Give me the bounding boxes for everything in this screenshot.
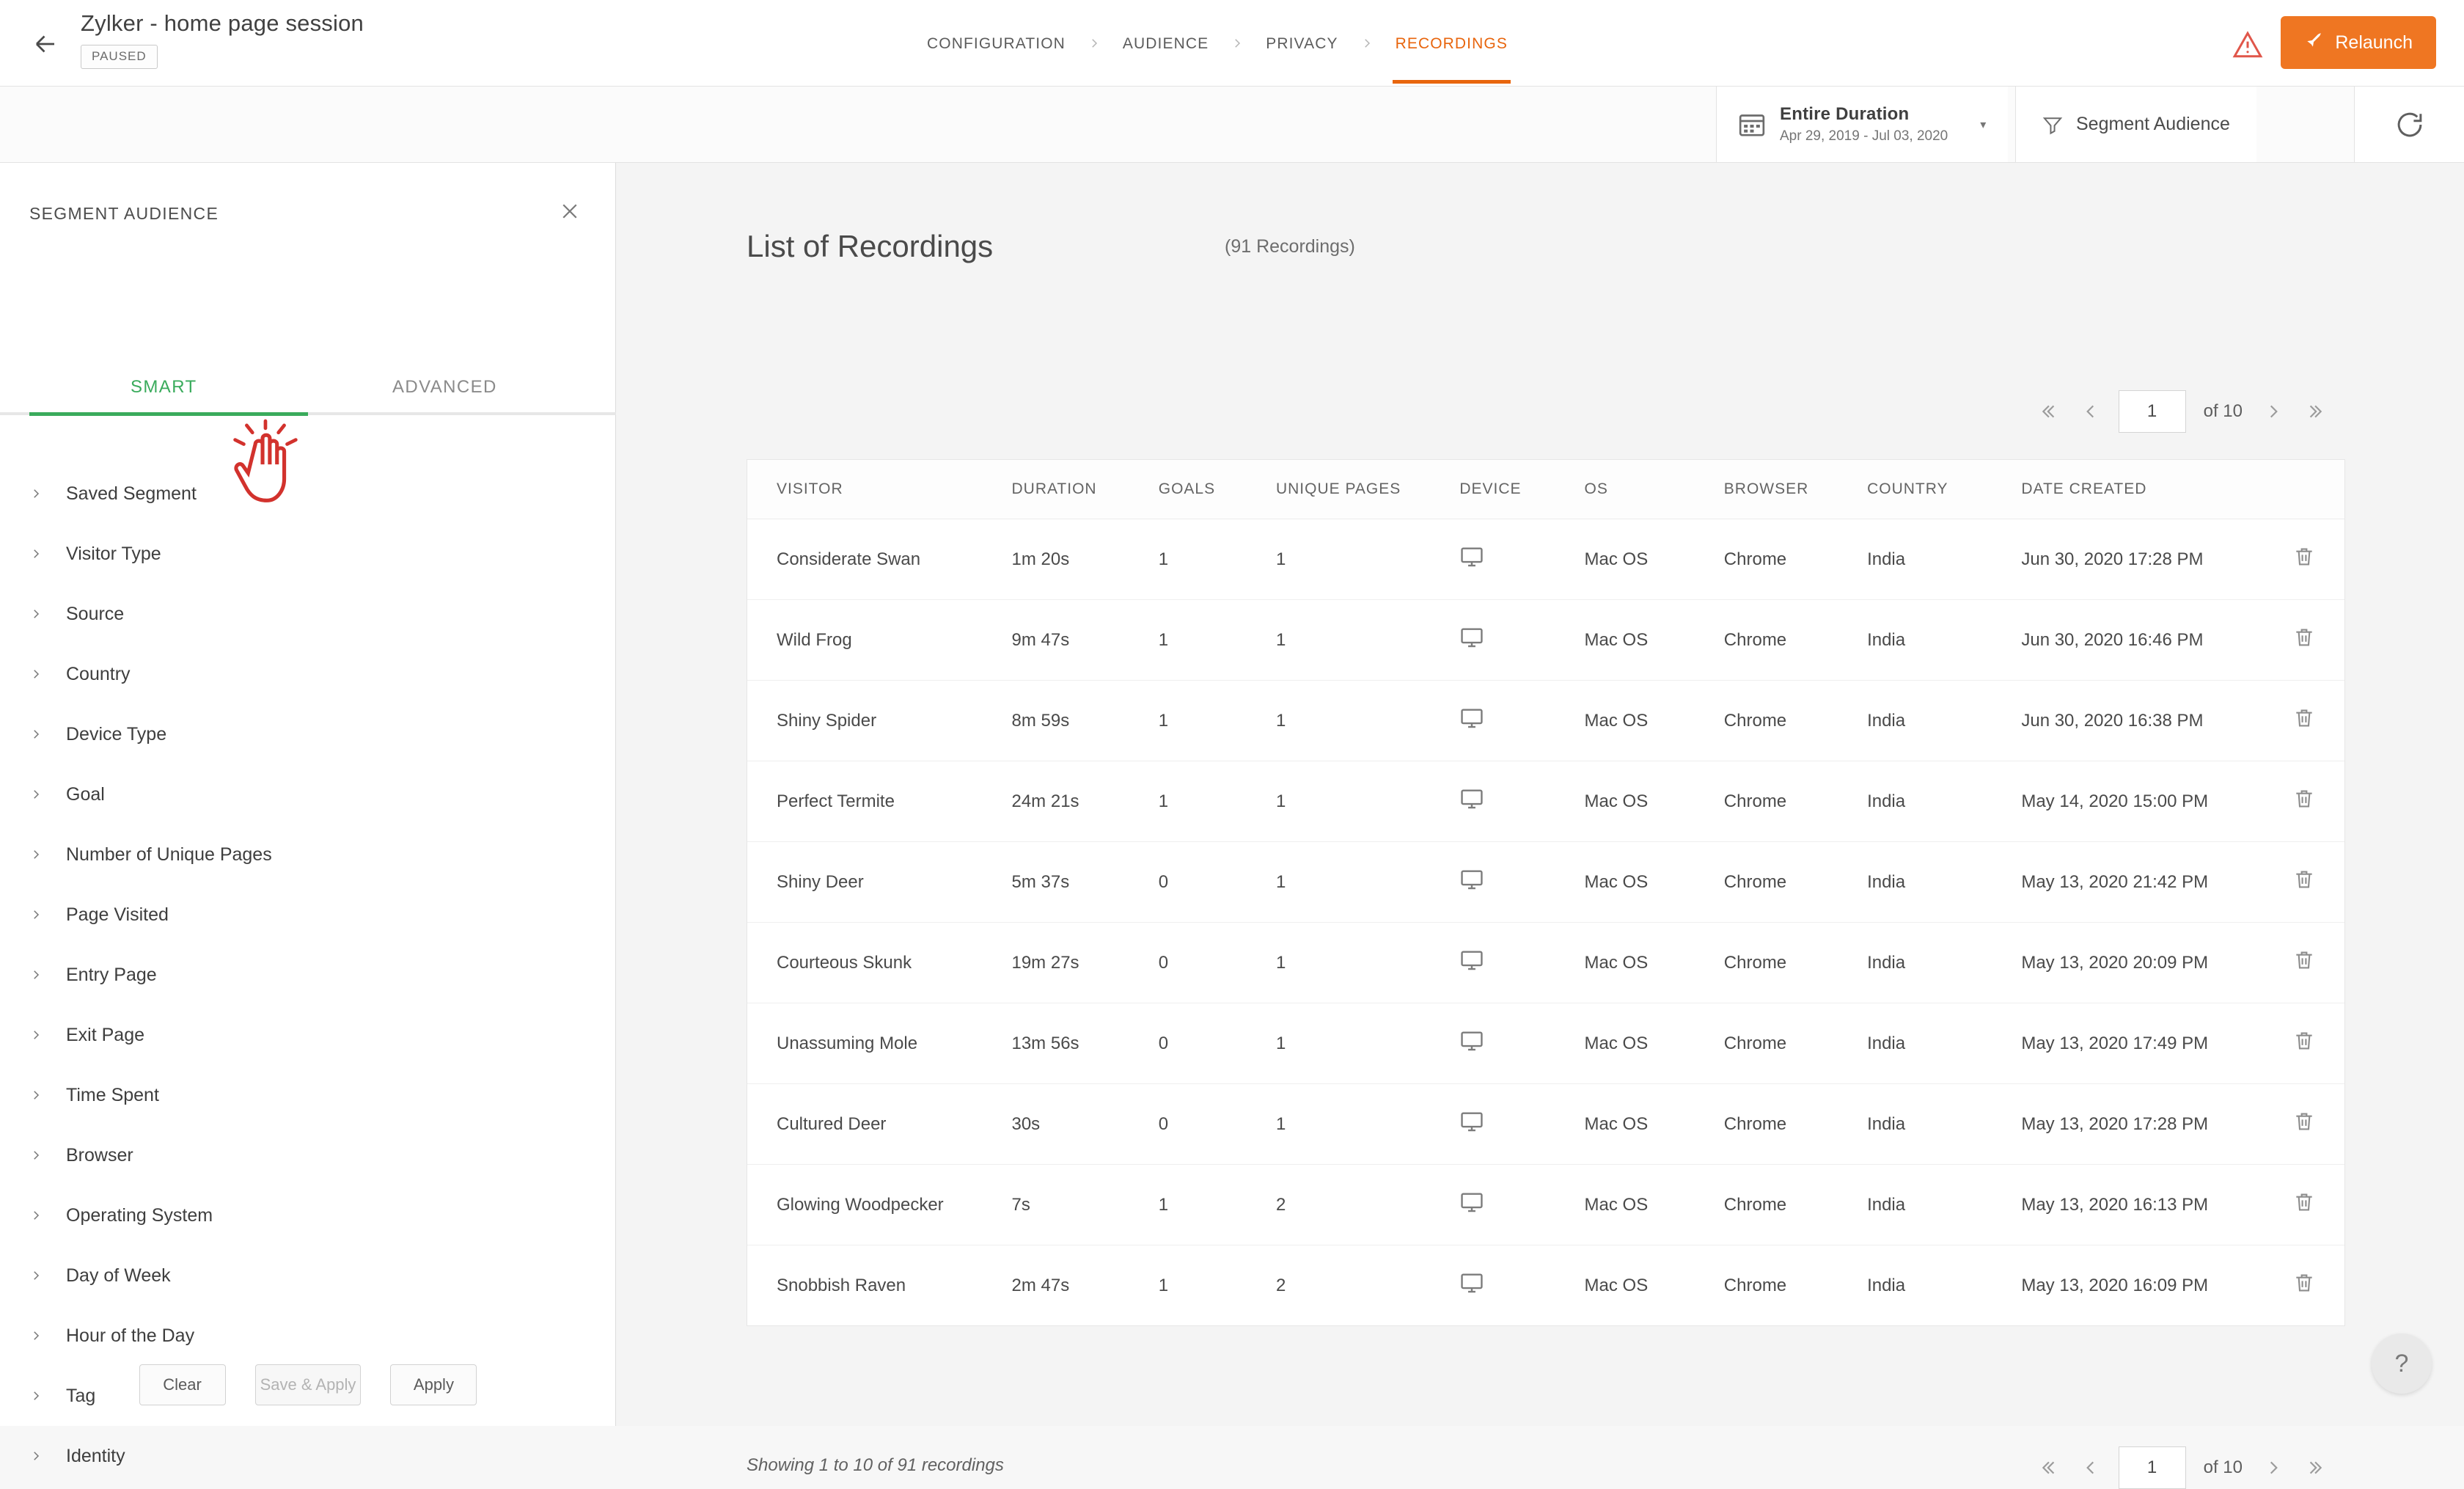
cell-goals: 1 [1159, 1165, 1276, 1245]
cell-duration: 19m 27s [1011, 923, 1158, 1003]
page-number-input[interactable] [2119, 1446, 2186, 1489]
cell-goals: 1 [1159, 600, 1276, 681]
cell-unique-pages: 1 [1276, 1084, 1459, 1165]
cell-country: India [1867, 1245, 2021, 1326]
cell-visitor[interactable]: Considerate Swan [747, 519, 1011, 600]
filter-label: Saved Segment [66, 483, 197, 504]
table-row[interactable] [747, 761, 2344, 842]
filter-item-page-visited[interactable] [0, 885, 616, 945]
chevron-right-icon [1076, 0, 1112, 87]
table-row[interactable] [747, 1084, 2344, 1165]
filter-item-source[interactable] [0, 584, 616, 644]
cell-date-created: May 13, 2020 17:28 PM [2021, 1084, 2263, 1165]
filter-label: Hour of the Day [66, 1325, 195, 1346]
step-privacy[interactable]: PRIVACY [1266, 35, 1338, 52]
filter-item-visitor-type[interactable] [0, 524, 616, 584]
cell-goals: 0 [1159, 1084, 1276, 1165]
column-header-browser[interactable]: BROWSER [1724, 460, 1867, 519]
desktop-icon [1459, 1165, 1584, 1245]
cell-unique-pages: 1 [1276, 842, 1459, 923]
filter-item-exit-page[interactable] [0, 1005, 616, 1065]
cell-date-created: Jun 30, 2020 16:46 PM [2021, 600, 2263, 681]
chevron-right-icon [29, 1269, 59, 1282]
filter-item-identity[interactable] [0, 1426, 616, 1486]
page-number-input[interactable] [2119, 390, 2186, 433]
cell-country: India [1867, 761, 2021, 842]
chevron-right-icon [29, 547, 59, 560]
recordings-main [616, 163, 2464, 1477]
cell-browser: Chrome [1724, 923, 1867, 1003]
delete-recording-button[interactable] [2264, 1084, 2344, 1165]
cell-browser: Chrome [1724, 600, 1867, 681]
segment-audience-label: Segment Audience [2076, 114, 2230, 134]
cell-country: India [1867, 842, 2021, 923]
desktop-icon [1459, 1245, 1584, 1326]
cell-country: India [1867, 600, 2021, 681]
cell-visitor[interactable]: Shiny Spider [747, 681, 1011, 761]
column-header-duration[interactable]: DURATION [1011, 460, 1158, 519]
cell-unique-pages: 1 [1276, 600, 1459, 681]
cell-os: Mac OS [1585, 1003, 1724, 1084]
cell-date-created: Jun 30, 2020 16:38 PM [2021, 681, 2263, 761]
page-total-label: of 10 [2203, 1457, 2243, 1477]
panel-title: SEGMENT AUDIENCE [29, 204, 219, 223]
cell-duration: 13m 56s [1011, 1003, 1158, 1084]
relaunch-button[interactable] [2281, 16, 2436, 69]
help-button[interactable]: ? [2372, 1333, 2432, 1394]
delete-recording-button[interactable] [2264, 1003, 2344, 1084]
duration-range: Apr 29, 2019 - Jul 03, 2020 [1780, 128, 1948, 144]
cell-duration: 7s [1011, 1165, 1158, 1245]
delete-recording-button[interactable] [2264, 842, 2344, 923]
column-header-os[interactable]: OS [1585, 460, 1724, 519]
filter-item-device-type[interactable] [0, 704, 616, 764]
delete-recording-button[interactable] [2264, 923, 2344, 1003]
cell-unique-pages: 1 [1276, 681, 1459, 761]
cell-browser: Chrome [1724, 842, 1867, 923]
step-recordings[interactable]: RECORDINGS [1385, 3, 1518, 84]
cell-unique-pages: 2 [1276, 1245, 1459, 1326]
filter-item-entry-page[interactable] [0, 945, 616, 1005]
filter-item-time-spent[interactable] [0, 1065, 616, 1125]
cell-unique-pages: 1 [1276, 1003, 1459, 1084]
cell-os: Mac OS [1585, 1245, 1724, 1326]
desktop-icon [1459, 1084, 1584, 1165]
cell-duration: 5m 37s [1011, 842, 1158, 923]
cell-visitor[interactable]: Perfect Termite [747, 761, 1011, 842]
cell-date-created: May 13, 2020 21:42 PM [2021, 842, 2263, 923]
calendar-icon [1737, 110, 1767, 139]
cell-visitor[interactable]: Glowing Woodpecker [747, 1165, 1011, 1245]
cell-visitor[interactable]: Courteous Skunk [747, 923, 1011, 1003]
cell-goals: 1 [1159, 519, 1276, 600]
cell-country: India [1867, 1003, 2021, 1084]
refresh-icon [2394, 109, 2425, 140]
cell-country: India [1867, 519, 2021, 600]
chevron-left-icon[interactable] [2070, 1447, 2111, 1488]
cell-duration: 30s [1011, 1084, 1158, 1165]
desktop-icon [1459, 923, 1584, 1003]
cell-os: Mac OS [1585, 842, 1724, 923]
warning-triangle-icon[interactable] [2231, 28, 2265, 62]
cell-goals: 0 [1159, 1003, 1276, 1084]
chevron-right-icon [29, 667, 59, 681]
table-row[interactable] [747, 842, 2344, 923]
chevron-right-icon [29, 1329, 59, 1342]
cell-browser: Chrome [1724, 1165, 1867, 1245]
filter-item-operating-system[interactable] [0, 1185, 616, 1245]
filter-label: Time Spent [66, 1084, 159, 1105]
cell-unique-pages: 1 [1276, 761, 1459, 842]
double-chevron-right-icon[interactable] [2294, 1447, 2335, 1488]
cell-date-created: Jun 30, 2020 17:28 PM [2021, 519, 2263, 600]
double-chevron-right-icon[interactable] [2294, 391, 2335, 432]
cell-country: India [1867, 681, 2021, 761]
panel-tabs [0, 377, 616, 415]
save-and-apply-button[interactable]: Save & Apply [255, 1364, 362, 1405]
table-row[interactable] [747, 1165, 2344, 1245]
chevron-right-icon [29, 1149, 59, 1162]
desktop-icon [1459, 761, 1584, 842]
filter-label: Source [66, 603, 125, 624]
relaunch-label: Relaunch [2335, 32, 2413, 53]
double-chevron-left-icon[interactable] [2029, 1447, 2070, 1488]
desktop-icon [1459, 681, 1584, 761]
table-header-row [747, 460, 2344, 519]
column-header-country[interactable]: COUNTRY [1867, 460, 2021, 519]
filter-label: Country [66, 663, 131, 684]
filter-label: Number of Unique Pages [66, 844, 272, 865]
apply-button[interactable]: Apply [390, 1364, 477, 1405]
delete-recording-button[interactable] [2264, 519, 2344, 600]
chevron-right-icon [29, 908, 59, 921]
close-icon[interactable] [554, 195, 586, 227]
chevron-right-icon [29, 788, 59, 801]
page-total-label: of 10 [2203, 401, 2243, 421]
cell-duration: 8m 59s [1011, 681, 1158, 761]
duration-label: Entire Duration [1780, 104, 1910, 124]
segment-audience-button[interactable] [2015, 87, 2256, 162]
showing-range-label: Showing 1 to 10 of 91 recordings [747, 1455, 1004, 1475]
sub-bar [0, 87, 2464, 163]
table-row[interactable] [747, 1003, 2344, 1084]
column-header-unique-pages[interactable]: UNIQUE PAGES [1276, 460, 1459, 519]
cell-visitor[interactable]: Cultured Deer [747, 1084, 1011, 1165]
delete-recording-button[interactable] [2264, 600, 2344, 681]
step-configuration[interactable]: CONFIGURATION [927, 35, 1066, 52]
chevron-right-icon [1349, 0, 1385, 87]
cell-visitor[interactable]: Snobbish Raven [747, 1245, 1011, 1326]
cell-date-created: May 14, 2020 15:00 PM [2021, 761, 2263, 842]
clear-button[interactable]: Clear [139, 1364, 226, 1405]
filter-item-number-of-unique-pages[interactable] [0, 824, 616, 885]
table-body [747, 519, 2344, 1326]
cell-os: Mac OS [1585, 1084, 1724, 1165]
table-row[interactable] [747, 681, 2344, 761]
column-header-device[interactable]: DEVICE [1459, 460, 1584, 519]
pagination-top [2029, 390, 2335, 433]
cell-goals: 1 [1159, 681, 1276, 761]
chevron-right-icon [29, 1089, 59, 1102]
cell-os: Mac OS [1585, 923, 1724, 1003]
recordings-count: (91 Recordings) [1225, 236, 1355, 257]
filter-icon [2042, 114, 2063, 135]
desktop-icon [1459, 519, 1584, 600]
column-header-visitor[interactable]: VISITOR [747, 460, 1011, 519]
chevron-right-icon [29, 1209, 59, 1222]
cell-os: Mac OS [1585, 1165, 1724, 1245]
pagination-bottom [2029, 1446, 2335, 1489]
filter-item-hour-of-the-day[interactable] [0, 1306, 616, 1366]
cell-browser: Chrome [1724, 1003, 1867, 1084]
chevron-right-icon [29, 1028, 59, 1042]
cell-os: Mac OS [1585, 600, 1724, 681]
chevron-right-icon [29, 968, 59, 981]
cell-browser: Chrome [1724, 681, 1867, 761]
column-header-actions [2264, 460, 2344, 519]
back-arrow-icon[interactable] [29, 28, 62, 60]
filter-item-saved-segment[interactable] [0, 464, 616, 524]
cell-goals: 0 [1159, 842, 1276, 923]
desktop-icon [1459, 1003, 1584, 1084]
cell-browser: Chrome [1724, 519, 1867, 600]
chevron-left-icon[interactable] [2070, 391, 2111, 432]
recordings-table [747, 459, 2345, 1326]
filter-label: Tag [66, 1385, 96, 1406]
cell-duration: 24m 21s [1011, 761, 1158, 842]
column-header-date-created[interactable]: DATE CREATED [2021, 460, 2263, 519]
cell-duration: 2m 47s [1011, 1245, 1158, 1326]
cell-date-created: May 13, 2020 20:09 PM [2021, 923, 2263, 1003]
breadcrumb [917, 0, 1518, 87]
segment-audience-panel [0, 163, 616, 1466]
cell-goals: 0 [1159, 923, 1276, 1003]
desktop-icon [1459, 600, 1584, 681]
list-title: List of Recordings [747, 229, 994, 263]
session-title-block [81, 10, 364, 69]
cell-unique-pages: 1 [1276, 519, 1459, 600]
cell-visitor[interactable]: Wild Frog [747, 600, 1011, 681]
delete-recording-button[interactable] [2264, 761, 2344, 842]
cell-date-created: May 13, 2020 17:49 PM [2021, 1003, 2263, 1084]
page-title: Zylker - home page session [81, 10, 364, 36]
top-bar [0, 0, 2464, 87]
panel-action-bar [0, 1364, 616, 1405]
cell-browser: Chrome [1724, 761, 1867, 842]
cell-country: India [1867, 1084, 2021, 1165]
filter-label: Device Type [66, 723, 167, 744]
duration-selector[interactable] [1716, 87, 2008, 162]
cell-os: Mac OS [1585, 681, 1724, 761]
cell-country: India [1867, 923, 2021, 1003]
filter-label: Browser [66, 1144, 133, 1166]
chevron-right-icon [29, 1449, 59, 1463]
cell-visitor[interactable]: Unassuming Mole [747, 1003, 1011, 1084]
filter-label: Operating System [66, 1204, 213, 1226]
filter-list [0, 464, 616, 1486]
filter-label: Goal [66, 783, 105, 805]
cell-browser: Chrome [1724, 1084, 1867, 1165]
chevron-right-icon [29, 728, 59, 741]
delete-recording-button[interactable] [2264, 1245, 2344, 1326]
cell-visitor[interactable]: Shiny Deer [747, 842, 1011, 923]
cell-os: Mac OS [1585, 761, 1724, 842]
filter-item-goal[interactable] [0, 764, 616, 824]
tab-smart[interactable]: SMART [131, 377, 197, 397]
filter-item-country[interactable] [0, 644, 616, 704]
cell-goals: 1 [1159, 761, 1276, 842]
rocket-icon [2304, 31, 2323, 55]
delete-recording-button[interactable] [2264, 681, 2344, 761]
cell-goals: 1 [1159, 1245, 1276, 1326]
table-row[interactable] [747, 1245, 2344, 1326]
filter-label: Exit Page [66, 1024, 145, 1045]
table-row[interactable] [747, 600, 2344, 681]
column-header-goals[interactable]: GOALS [1159, 460, 1276, 519]
filter-item-browser[interactable] [0, 1125, 616, 1185]
table-row[interactable] [747, 519, 2344, 600]
filter-label: Visitor Type [66, 543, 161, 564]
step-audience[interactable]: AUDIENCE [1122, 35, 1209, 52]
tab-advanced[interactable]: ADVANCED [392, 377, 497, 397]
cell-duration: 1m 20s [1011, 519, 1158, 600]
chevron-right-icon[interactable] [2253, 391, 2294, 432]
chevron-right-icon [29, 487, 59, 500]
chevron-right-icon[interactable] [2253, 1447, 2294, 1488]
filter-label: Entry Page [66, 964, 157, 985]
active-tab-underline [29, 412, 308, 416]
filter-label: Day of Week [66, 1265, 171, 1286]
filter-item-day-of-week[interactable] [0, 1245, 616, 1306]
cell-unique-pages: 1 [1276, 923, 1459, 1003]
chevron-right-icon [29, 848, 59, 861]
chevron-right-icon [29, 607, 59, 621]
delete-recording-button[interactable] [2264, 1165, 2344, 1245]
cell-os: Mac OS [1585, 519, 1724, 600]
cell-date-created: May 13, 2020 16:09 PM [2021, 1245, 2263, 1326]
desktop-icon [1459, 842, 1584, 923]
cell-date-created: May 13, 2020 16:13 PM [2021, 1165, 2263, 1245]
cell-duration: 9m 47s [1011, 600, 1158, 681]
table-row[interactable] [747, 923, 2344, 1003]
cell-country: India [1867, 1165, 2021, 1245]
cell-unique-pages: 2 [1276, 1165, 1459, 1245]
chevron-down-icon[interactable]: ▾ [1980, 118, 1987, 131]
filter-label: Identity [66, 1445, 125, 1466]
double-chevron-left-icon[interactable] [2029, 391, 2070, 432]
filter-label: Page Visited [66, 904, 169, 925]
refresh-button[interactable] [2354, 87, 2464, 162]
chevron-right-icon [1219, 0, 1255, 87]
status-badge: PAUSED [81, 45, 158, 69]
cell-browser: Chrome [1724, 1245, 1867, 1326]
